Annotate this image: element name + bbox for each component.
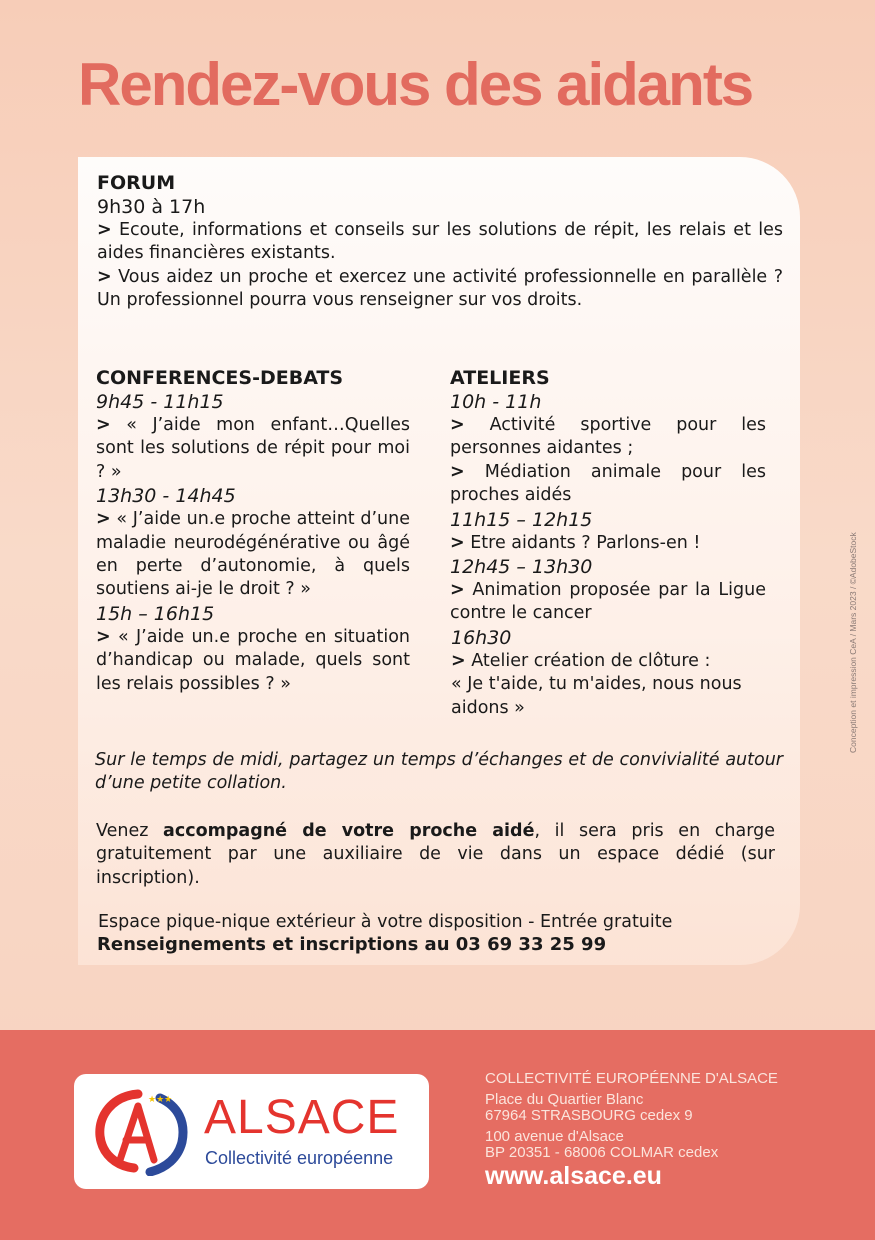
atelier-item [450,414,766,461]
atelier-text: « Je t'aide, tu m'aides, nous nous aidons » [451,674,742,718]
address-line: 100 avenue d'Alsace [485,1128,624,1145]
atelier-text: Activité sportive pour les personnes aidantes ; [450,415,766,459]
arrow-icon: > [97,267,112,287]
conferences-heading: CONFERENCES-DEBATS [96,367,344,389]
atelier-text: Etre aidants ? Parlons-en ! [464,532,701,553]
atelier-text: Médiation animale pour les proches aidés [450,461,766,506]
forum-item-text: Ecoute, informations et conseils sur les solutions de répit, les relais et les aides financières existants. [97,220,783,264]
forum-heading: FORUM [97,172,176,194]
atelier-item [450,650,766,673]
forum-item [97,266,783,313]
svg-text:★★★: ★★★ [148,1095,173,1105]
accompagne-bold: accompagné de votre proche aidé [163,821,535,841]
session-time: 16h30 [451,626,512,649]
session-description: « J’aide un.e proche atteint d’une maladie neurodégénérative ou âgé en perte d’autonomie, à quels soutiens ai-je le droit ? » [96,509,410,600]
session-time: 10h - 11h [450,391,542,413]
atelier-text: Atelier création de clôture : [465,650,711,671]
midi-text: Sur le temps de midi, partagez un temps d’échanges et de convivialité autour d’une petite collation. [95,750,783,794]
session-description: « J’aide un.e proche en situation d’handicap ou malade, quels sont les relais possibles ? » [96,626,410,694]
arrow-icon: > [450,415,465,435]
website-link[interactable]: www.alsace.eu [485,1162,662,1190]
session-time: 15h – 16h15 [96,602,215,625]
logo-wordmark: ALSACE [204,1091,400,1144]
ateliers-heading: ATELIERS [450,367,550,389]
arrow-icon: > [96,415,111,435]
org-name: COLLECTIVITÉ EUROPÉENNE D'ALSACE [485,1070,778,1087]
accompagne-text [96,820,775,890]
atelier-text: Animation proposée par la Ligue contre le cancer [450,580,766,624]
logo-subtitle: Collectivité européenne [205,1148,394,1168]
alsace-emblem-icon [90,1084,202,1176]
arrow-icon: > [450,461,465,482]
atelier-item [450,532,766,555]
forum-item [97,219,783,266]
session-time: 9h45 - 11h15 [96,391,224,413]
arrow-icon: > [451,650,466,671]
alsace-logo [74,1074,429,1189]
contact-text: Renseignements et inscriptions au 03 69 33 25 99 [97,934,607,955]
forum-item-text: Vous aidez un proche et exercez une activité professionnelle en parallèle ? Un professionnel pourra vous renseigner sur vos droits. [97,267,783,311]
forum-hours: 9h30 à 17h [97,196,206,218]
arrow-icon: > [97,220,112,240]
footer [0,1030,875,1240]
address-line: 67964 STRASBOURG cedex 9 [485,1107,693,1124]
session-time: 11h15 – 12h15 [450,508,593,531]
address-line: Place du Quartier Blanc [485,1091,644,1108]
session-text [96,626,410,696]
picnic-text: Espace pique-nique extérieur à votre disposition - Entrée gratuite [98,912,673,932]
atelier-item [450,579,766,626]
arrow-icon: > [96,626,111,647]
atelier-item [450,461,766,508]
address-line: BP 20351 - 68006 COLMAR cedex [485,1144,719,1161]
arrow-icon: > [450,580,465,601]
page-title: Rendez-vous des aidants [78,51,753,118]
accompagne-suffix: , il sera pris en charge gratuitement par une auxiliaire de vie dans un espace dédié (sur inscription). [96,821,775,888]
arrow-icon: > [450,532,465,553]
accompagne-prefix: Venez [96,821,164,841]
arrow-icon: > [96,509,111,530]
session-text [96,414,410,484]
credit-text: Conception et impression CeA / Mars 2023 / ©AdobeStock [848,532,858,753]
ateliers-column [450,366,766,720]
session-time: 12h45 – 13h30 [450,556,593,579]
conferences-column [96,366,410,696]
session-text [96,508,410,602]
session-description: « J’aide mon enfant…Quelles sont les solutions de répit pour moi ? » [96,415,410,482]
session-time: 13h30 - 14h45 [96,485,236,508]
